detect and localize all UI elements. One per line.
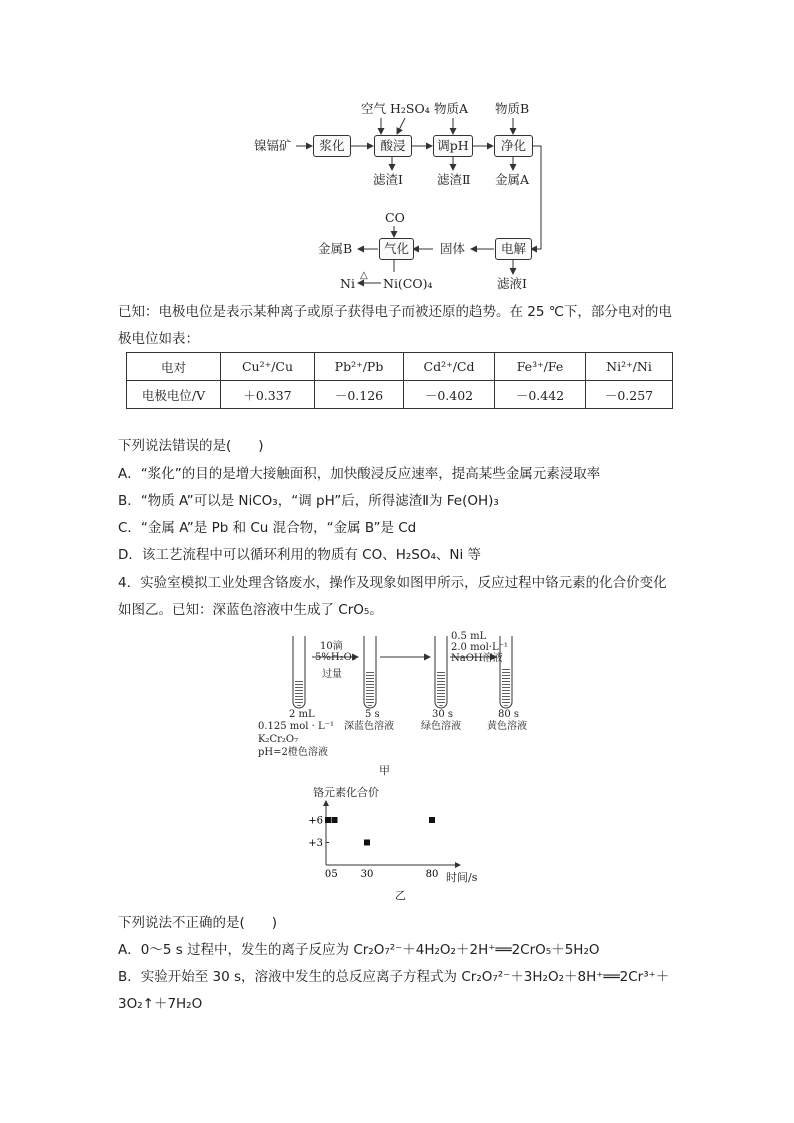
tube1-desc2: K₂Cr₂O₇ xyxy=(258,734,299,745)
tube-3 xyxy=(435,636,447,708)
table-cell: －0.402 xyxy=(404,381,495,409)
data-point xyxy=(332,817,338,823)
reagent2-line3: NaOH溶液 xyxy=(451,653,503,664)
tube4-time: 80 s xyxy=(498,709,520,720)
table-cell: ＋0.337 xyxy=(221,381,315,409)
input-h2so4: H₂SO₄ xyxy=(390,101,430,116)
tube1-desc: 0.125 mol · L⁻¹ xyxy=(258,721,334,732)
y-tick-label: +6 xyxy=(308,815,323,827)
caption-yi: 乙 xyxy=(395,889,406,902)
step-gasify: 气化 xyxy=(379,238,414,260)
q4-option-b-line2: 3O₂↑＋7H₂O xyxy=(118,996,203,1012)
table-row xyxy=(127,381,673,409)
tube-1 xyxy=(293,636,305,708)
table-header-cell: 电对 xyxy=(127,353,221,381)
table-cell: Cd²⁺/Cd xyxy=(404,353,495,381)
step-slurry: 浆化 xyxy=(313,135,351,157)
q4-line1: 4．实验室模拟工业处理含铬废水，操作及现象如图甲所示，反应过程中铬元素的化合价变化 xyxy=(118,575,667,591)
table-cell: Pb²⁺/Pb xyxy=(315,353,404,381)
tube2-desc: 深蓝色溶液 xyxy=(344,721,394,732)
start-material: 镍镉矿 xyxy=(254,138,292,153)
tube2-time: 5 s xyxy=(365,709,380,720)
q4-line2: 如图乙。已知：深蓝色溶液中生成了 CrO₅。 xyxy=(118,602,383,618)
reagent1-line3: 过量 xyxy=(322,669,342,680)
step-purify: 净化 xyxy=(494,135,533,157)
output-solid: 固体 xyxy=(440,241,466,256)
table-cell: －0.442 xyxy=(495,381,586,409)
reagent1-line1: 10滴 xyxy=(320,641,343,652)
tube3-desc: 绿色溶液 xyxy=(421,721,461,732)
input-air: 空气 xyxy=(361,101,387,116)
step-electrolysis: 电解 xyxy=(495,238,532,260)
table-cell: Fe³⁺/Fe xyxy=(495,353,586,381)
q4-option-b-line1: B．实验开始至 30 s，溶液中发生的总反应离子方程式为 Cr₂O₇²⁻＋3H₂O₂＋8H⁺══2Cr³⁺＋ xyxy=(118,969,670,985)
table-cell: Cu²⁺/Cu xyxy=(221,353,315,381)
x-tick-label: 80 xyxy=(425,869,439,880)
step-acid-leach: 酸浸 xyxy=(374,135,412,157)
chart-ylabel: 铬元素化合价 xyxy=(313,786,379,799)
table-row xyxy=(127,353,673,381)
q3-option-d: D．该工艺流程中可以循环利用的物质有 CO、H₂SO₄、Ni 等 xyxy=(118,547,482,563)
input-substance-a: 物质A xyxy=(434,101,469,116)
q3-option-a: A．“浆化”的目的是增大接触面积，加快酸浸反应速率，提高某些金属元素浸取率 xyxy=(118,466,601,482)
table-cell: Ni²⁺/Ni xyxy=(586,353,673,381)
tube1-desc3: pH=2橙色溶液 xyxy=(258,747,328,758)
x-tick-label: 5 xyxy=(331,869,338,880)
data-point xyxy=(325,817,331,823)
q4-stem: 下列说法不正确的是( ) xyxy=(118,915,278,931)
table-cell: －0.257 xyxy=(586,381,673,409)
known-line2: 极电位如表： xyxy=(118,331,199,347)
output-metal-b: 金属B xyxy=(318,241,353,256)
table-cell: －0.126 xyxy=(315,381,404,409)
output-residue2: 滤渣Ⅱ xyxy=(437,172,471,187)
potential-table xyxy=(126,352,673,409)
output-metal-a: 金属A xyxy=(495,172,530,187)
heat-symbol: △ xyxy=(360,270,368,281)
q3-option-c: C．“金属 A”是 Pb 和 Cu 混合物，“金属 B”是 Cd xyxy=(118,520,417,536)
tube4-desc: 黄色溶液 xyxy=(487,721,527,732)
output-filtrate1: 滤液Ⅰ xyxy=(497,276,527,291)
output-ni-co4: Ni(CO)₄ xyxy=(383,276,433,291)
step-adjust-ph: 调pH xyxy=(433,135,473,157)
output-residue1: 滤渣Ⅰ xyxy=(373,172,403,187)
input-co: CO xyxy=(385,210,405,225)
q3-option-b: B．“物质 A”可以是 NiCO₃，“调 pH”后，所得滤渣Ⅱ为 Fe(OH)₃ xyxy=(118,493,499,509)
test-tubes xyxy=(0,620,794,720)
tube1-volume: 2 mL xyxy=(289,709,315,720)
x-tick-label: 0 xyxy=(324,869,332,880)
tube-2 xyxy=(364,636,376,708)
q3-stem: 下列说法错误的是( ) xyxy=(118,438,264,454)
data-point xyxy=(364,840,370,846)
reagent1-line2: 5%H₂O₂ xyxy=(315,652,356,663)
caption-jia: 甲 xyxy=(379,764,390,777)
tube3-time: 30 s xyxy=(432,709,454,720)
y-tick-label: +3 xyxy=(308,838,323,849)
data-point xyxy=(429,817,435,823)
input-substance-b: 物质B xyxy=(495,101,530,116)
table-header-cell: 电极电位/V xyxy=(127,381,221,409)
reagent2-line1: 0.5 mL xyxy=(451,631,487,642)
known-line1: 已知：电极电位是表示某种离子或原子获得电子而被还原的趋势。在 25 ℃下，部分电对的电 xyxy=(118,304,672,320)
q4-option-a: A．0～5 s 过程中，发生的离子反应为 Cr₂O₇²⁻＋4H₂O₂＋2H⁺══2CrO₅＋5H₂O xyxy=(118,942,600,958)
output-ni: Ni xyxy=(340,276,355,291)
chart-xlabel: 时间/s xyxy=(446,871,478,884)
x-tick-label: 30 xyxy=(360,869,374,880)
reagent2-line2: 2.0 mol·L⁻¹ xyxy=(451,642,508,653)
